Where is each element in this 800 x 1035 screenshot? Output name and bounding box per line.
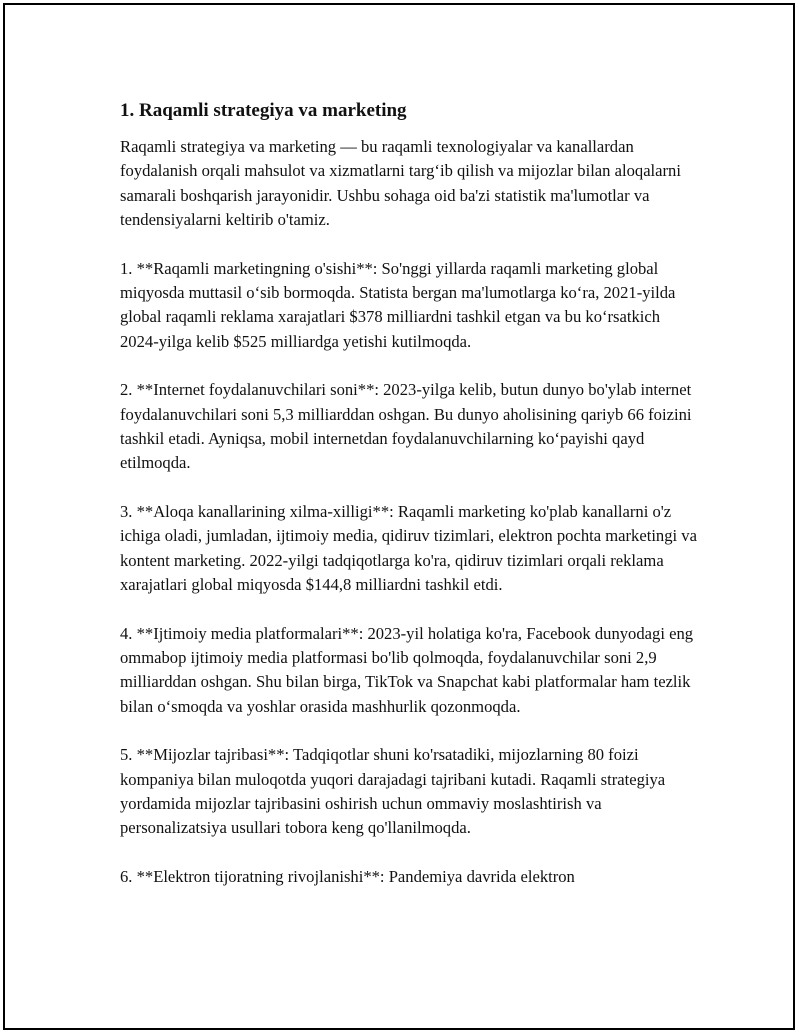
point-paragraph-6: 6. **Elektron tijoratning rivojlanishi**: Pandemiya davrida elektron <box>120 866 575 886</box>
section-heading: 1. Raqamli strategiya va marketing <box>120 100 407 121</box>
document-body <box>120 97 700 913</box>
intro-paragraph: Raqamli strategiya va marketing — bu raqamli texnologiyalar va kanallardan foydalanish orqali mahsulot va xizmatlarni targ‘ib qilish va mijozlar bilan aloqalarni samarali boshqarish jarayonidir. Ushbu sohaga oid ba'zi statistik ma'lumotlar va tendensiyalarni keltirib o'tamiz. <box>120 137 681 230</box>
point-paragraph-4: 4. **Ijtimoiy media platformalari**: 2023-yil holatiga ko'ra, Facebook dunyodagi eng ommabop ijtimoiy media platformasi bo'lib qolmoqda, foydalanuvchilar soni 2,9 milliarddan oshgan. Shu bilan birga, TikTok va Snapchat kabi platformalar ham tezlik bilan o‘smoqda va yoshlar orasida mashhurlik qozonmoqda. <box>120 623 694 716</box>
point-paragraph-1: 1. **Raqamli marketingning o'sishi**: So'nggi yillarda raqamli marketing global miqyosda muttasil o‘sib bormoqda. Statista bergan ma'lumotlarga ko‘ra, 2021-yilda global raqamli reklama xarajatlari $378 milliardni tashkil etgan va bu ko‘rsatkich 2024-yilga kelib $525 milliardga yetishi kutilmoqda. <box>120 258 676 351</box>
point-paragraph-2: 2. **Internet foydalanuvchilari soni**: 2023-yilga kelib, butun dunyo bo'ylab internet foydalanuvchilari soni 5,3 milliarddan oshgan. Bu dunyo aholisining qariyb 66 foizini tashkil etadi. Ayniqsa, mobil internetdan foydalanuvchilarning ko‘payishi qayd etilmoqda. <box>120 380 692 473</box>
point-paragraph-5: 5. **Mijozlar tajribasi**: Tadqiqotlar shuni ko'rsatadiki, mijozlarning 80 foizi kompaniya bilan muloqotda yuqori darajadagi tajribani kutadi. Raqamli strategiya yordamida mijozlar tajribasini oshirish uchun ommaviy moslashtirish va personalizatsiya usullari tobora keng qo'llanilmoqda. <box>120 745 666 838</box>
point-paragraph-3: 3. **Aloqa kanallarining xilma-xilligi**: Raqamli marketing ko'plab kanallarni o'z ichiga oladi, jumladan, ijtimoiy media, qidiruv tizimlari, elektron pochta marketingi va kontent marketing. 2022-yilgi tadqiqotlarga ko'ra, qidiruv tizimlari orqali reklama xarajatlari global miqyosda $144,8 milliardni tashkil etdi. <box>120 501 697 595</box>
page-frame <box>3 3 795 1030</box>
